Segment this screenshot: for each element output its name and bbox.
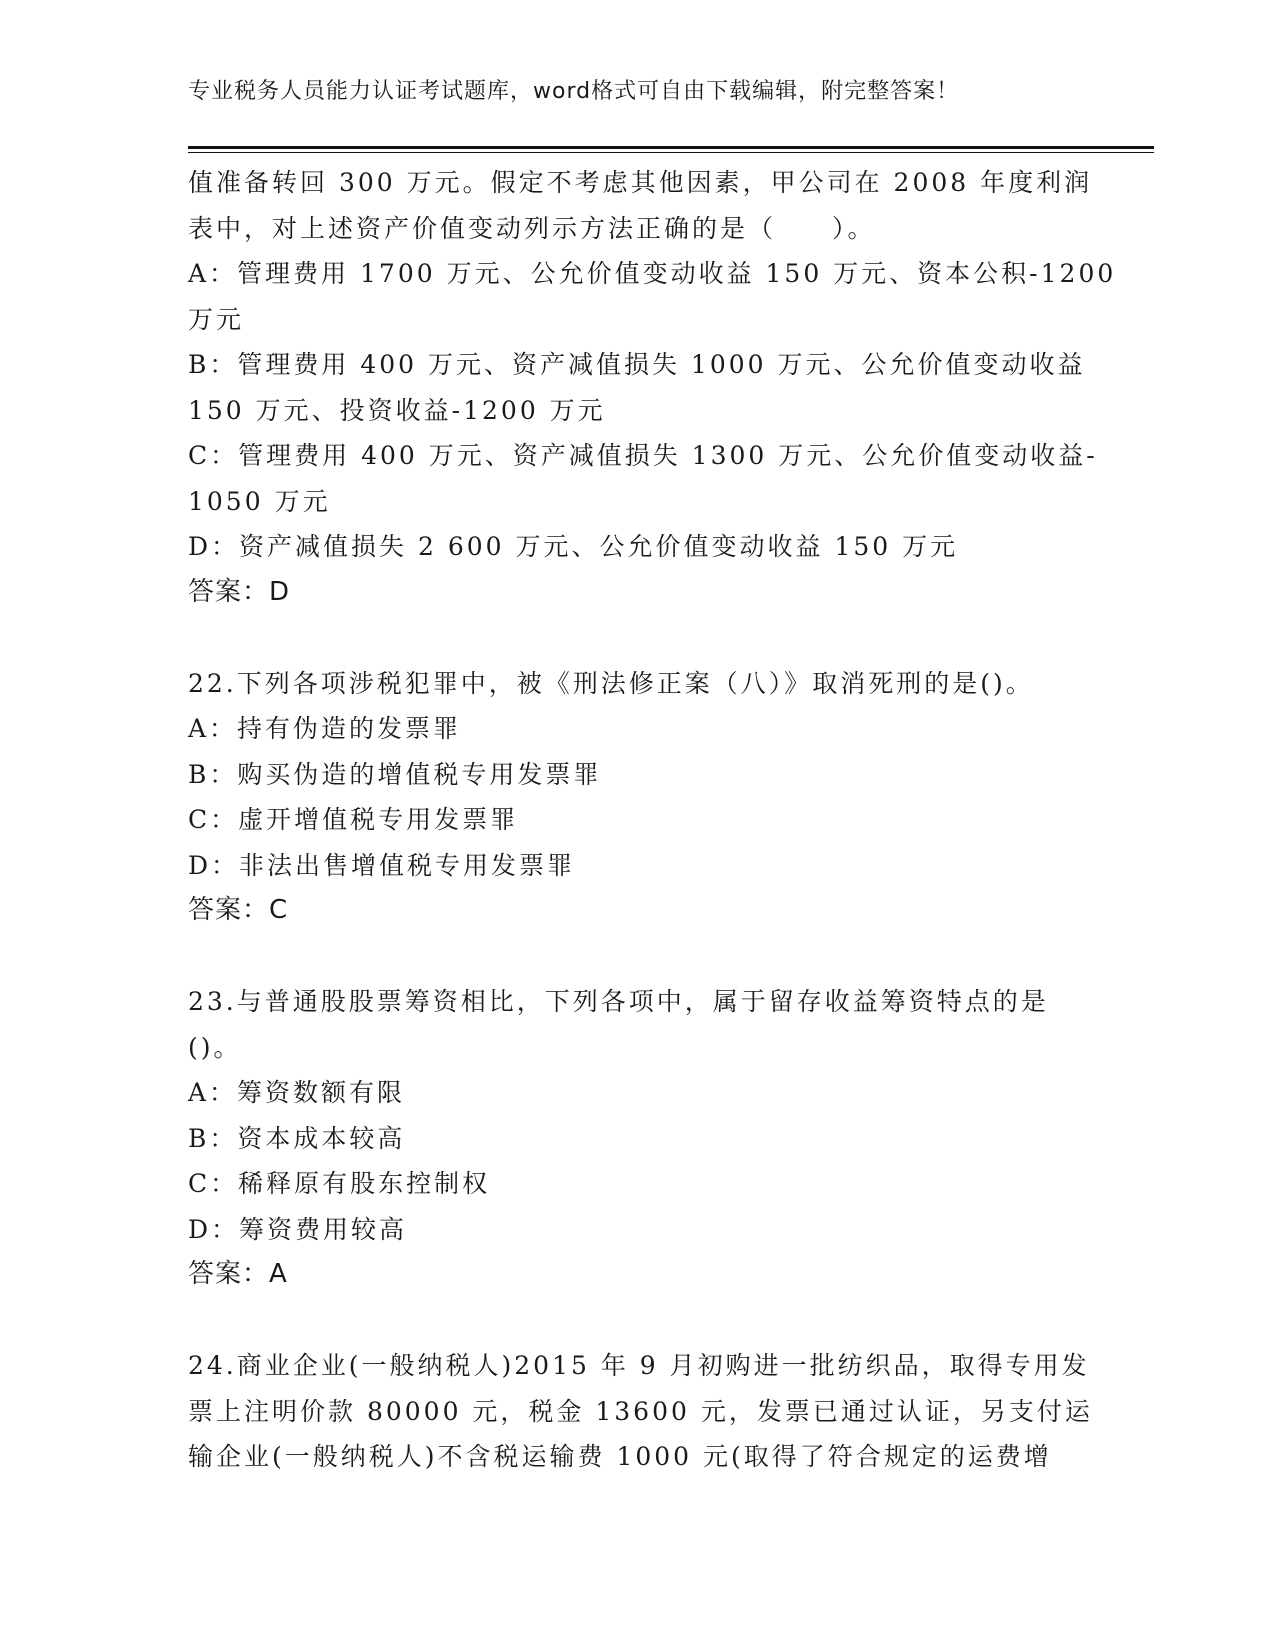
option-a: A：筹资数额有限	[188, 1078, 406, 1107]
question-text-line: 值准备转回 300 万元。假定不考虑其他因素，甲公司在 2008 年度利润	[188, 168, 1093, 197]
option-b: B：资本成本较高	[188, 1123, 406, 1153]
answer-label: 答案：D	[188, 576, 291, 607]
spacer	[188, 934, 1088, 980]
option-c: C：稀释原有股东控制权	[188, 1169, 491, 1198]
option-c-continued: 1050 万元	[188, 486, 331, 516]
option-b: B：管理费用 400 万元、资产减值损失 1000 万元、公允价值变动收益	[188, 350, 1086, 379]
question-24	[188, 1343, 1093, 1480]
question-text-line: 票上注明价款 80000 元，税金 13600 元，发票已通过认证，另支付运	[188, 1396, 1093, 1426]
question-text-line: 输企业(一般纳税人)不含税运输费 1000 元(取得了符合规定的运费增	[188, 1442, 1052, 1471]
option-d: D：资产减值损失 2 600 万元、公允价值变动收益 150 万元	[188, 532, 959, 561]
document-body	[188, 160, 1117, 1480]
question-22	[188, 661, 1088, 934]
question-23	[188, 979, 1088, 1298]
option-a: A：持有伪造的发票罪	[188, 714, 462, 743]
option-a: A：管理费用 1700 万元、公允价值变动收益 150 万元、资本公积-1200	[188, 259, 1117, 288]
answer-label: 答案：A	[188, 1259, 288, 1289]
option-c: C：虚开增值税专用发票罪	[188, 805, 519, 834]
option-a-continued: 万元	[188, 304, 245, 334]
question-text-line: ()。	[188, 1032, 242, 1062]
question-text-line: 23.与普通股股票筹资相比，下列各项中，属于留存收益筹资特点的是	[188, 987, 1049, 1016]
option-d: D：非法出售增值税专用发票罪	[188, 850, 576, 880]
option-d: D：筹资费用较高	[188, 1214, 408, 1244]
spacer	[188, 615, 1088, 661]
option-b-continued: 150 万元、投资收益-1200 万元	[188, 395, 606, 425]
question-text-line: 22.下列各项涉税犯罪中，被《刑法修正案（八）》取消死刑的是()。	[188, 668, 1034, 698]
header-rule-thick	[188, 146, 1154, 149]
answer-label: 答案：C	[188, 895, 289, 925]
question-text-line: 24.商业企业(一般纳税人)2015 年 9 月初购进一批纺织品，取得专用发	[188, 1351, 1090, 1380]
page-header: 专业税务人员能力认证考试题库，word格式可自由下载编辑，附完整答案！	[188, 79, 960, 104]
option-b: B：购买伪造的增值税专用发票罪	[188, 759, 602, 789]
spacer	[188, 1298, 1088, 1344]
option-c: C：管理费用 400 万元、资产减值损失 1300 万元、公允价值变动收益-	[188, 441, 1098, 470]
header-rule-thin	[188, 152, 1154, 153]
question-text-line: 表中，对上述资产价值变动列示方法正确的是（ ）。	[188, 213, 876, 243]
question-21	[188, 160, 1117, 615]
